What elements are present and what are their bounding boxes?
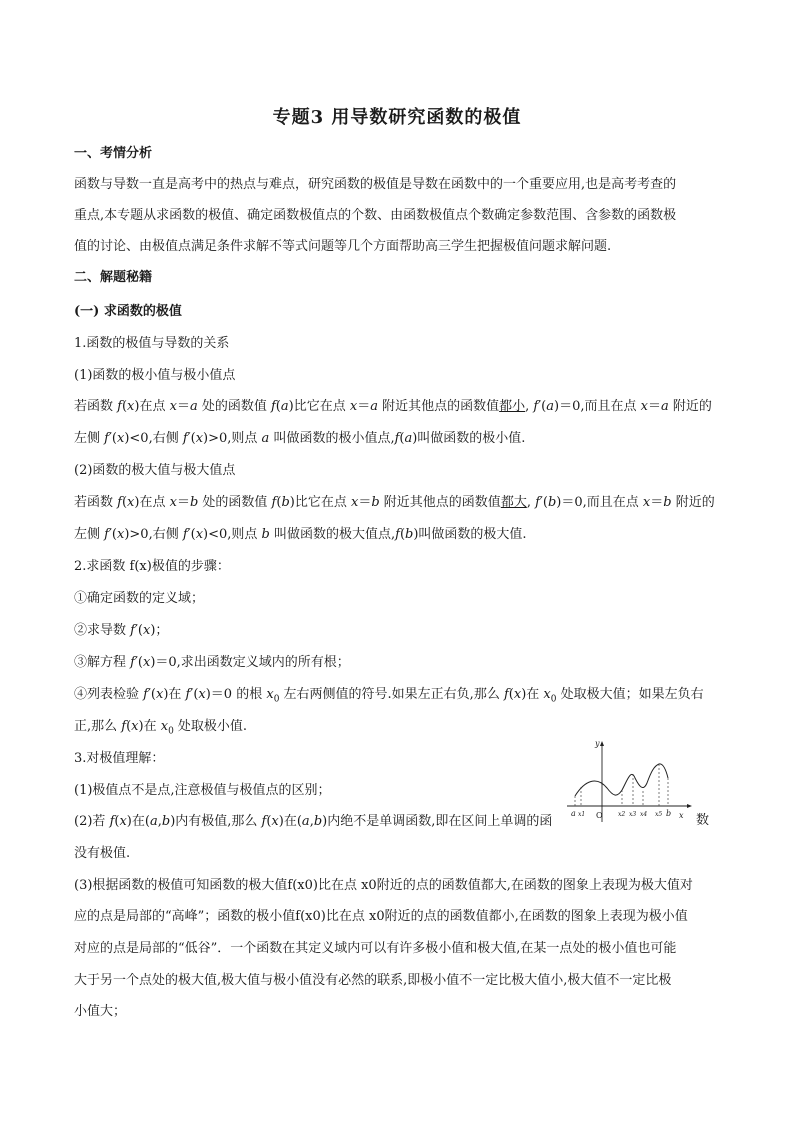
label-x3: x3 xyxy=(629,811,637,818)
y-axis-arrow-icon xyxy=(600,741,604,746)
extremum-graph xyxy=(565,738,693,824)
y-label: y xyxy=(595,739,600,748)
intro-line-3: 值的讨论、由极值点满足条件求解不等式问题等几个方面帮助高三学生把握极值问题求解问题. xyxy=(74,239,612,254)
paragraph-min: (1)函数的极小值与极小值点 xyxy=(74,368,236,383)
step-3: ③解方程 f′(x)＝0,求出函数定义域内的所有根； xyxy=(74,655,350,670)
subsection-heading: (一) 求函数的极值 xyxy=(74,304,182,319)
x-label: x xyxy=(679,811,684,820)
max-definition-line-2: 左侧 f′(x)>0,右侧 f′(x)<0,则点 b 叫做函数的极大值点,f(b)叫做函数的极大值. xyxy=(74,527,527,542)
max-definition-line-1: 若函数 f(x)在点 x＝b 处的函数值 f(b)比它在点 x＝b 附近其他点的函数值都大, f′(b)＝0,而且在点 x＝b 附近的 xyxy=(74,495,715,510)
paragraph-understanding: 3.对极值理解： xyxy=(74,751,165,766)
understanding-3-line-5: 小值大； xyxy=(74,1004,127,1019)
understanding-3-line-3: 对应的点是局部的“低谷”．一个函数在其定义域内可以有许多极小值和极大值,在某一点处的极小值也可能 xyxy=(74,941,677,956)
label-a: a xyxy=(571,809,576,818)
understanding-3-line-1: (3)根据函数的极值可知函数的极大值f(x0)比在点 x0附近的点的函数值都大,在函数的图象上表现为极大值对 xyxy=(74,878,693,893)
label-x4: x4 xyxy=(640,811,648,818)
function-curve xyxy=(575,764,668,796)
origin-label: O xyxy=(596,811,603,820)
min-definition-line-1: 若函数 f(x)在点 x＝a 处的函数值 f(a)比它在点 x＝a 附近其他点的函数值都小, f′(a)＝0,而且在点 x＝a 附近的 xyxy=(74,399,712,414)
understanding-2-tail: 数 xyxy=(696,813,710,828)
intro-line-2: 重点,本专题从求函数的极值、确定函数极值点的个数、由函数极值点个数确定参数范围、含参数的函数极 xyxy=(74,208,677,223)
paragraph-relation: 1.函数的极值与导数的关系 xyxy=(74,336,230,351)
step-4-continued: 正,那么 f(x)在 $x_0$ 处取极小值. xyxy=(74,719,248,737)
section-heading-secrets: 二、解题秘籍 xyxy=(74,270,153,285)
step-2: ②求导数 f′(x)； xyxy=(74,623,169,638)
paragraph-max: (2)函数的极大值与极大值点 xyxy=(74,463,236,478)
step-1: ①确定函数的定义域； xyxy=(74,591,205,606)
page-title: 专题3 用导数研究函数的极值 xyxy=(272,107,522,128)
section-heading-analysis: 一、考情分析 xyxy=(74,146,153,161)
x-axis-arrow-icon xyxy=(687,804,692,808)
understanding-2-continued: 没有极值. xyxy=(74,846,131,861)
understanding-3-line-2: 应的点是局部的“高峰”；函数的极小值f(x0)比在点 x0附近的点的函数值都小,在函数的图象上表现为极小值 xyxy=(74,909,688,924)
label-x2: x2 xyxy=(618,811,626,818)
label-x5: x5 xyxy=(655,811,663,818)
understanding-3-line-4: 大于另一个点处的极大值,极大值与极小值没有必然的联系,即极小值不一定比极大值小,极大值不一定比极 xyxy=(74,973,672,988)
step-4: ④列表检验 f′(x)在 f′(x)＝0 的根 $x_0$ 左右两侧值的符号.如果左正右负,那么 f(x)在 $x_0$ 处取极大值；如果左负右 xyxy=(74,687,704,705)
label-b: b xyxy=(666,809,672,818)
understanding-1: (1)极值点不是点,注意极值与极值点的区别； xyxy=(74,783,331,798)
understanding-2: (2)若 f(x)在(a,b)内有极值,那么 f(x)在(a,b)内绝不是单调函数,即在区间上单调的函 xyxy=(74,814,553,829)
label-x1: x1 xyxy=(578,811,586,818)
intro-line-1: 函数与导数一直是高考中的热点与难点，研究函数的极值是导数在函数中的一个重要应用,也是高考考查的 xyxy=(74,177,677,192)
min-definition-line-2: 左侧 f′(x)<0,右侧 f′(x)>0,则点 a 叫做函数的极小值点,f(a)叫做函数的极小值. xyxy=(74,431,526,446)
paragraph-steps: 2.求函数 f(x)极值的步骤： xyxy=(74,559,230,574)
dashed-guides xyxy=(575,764,668,806)
